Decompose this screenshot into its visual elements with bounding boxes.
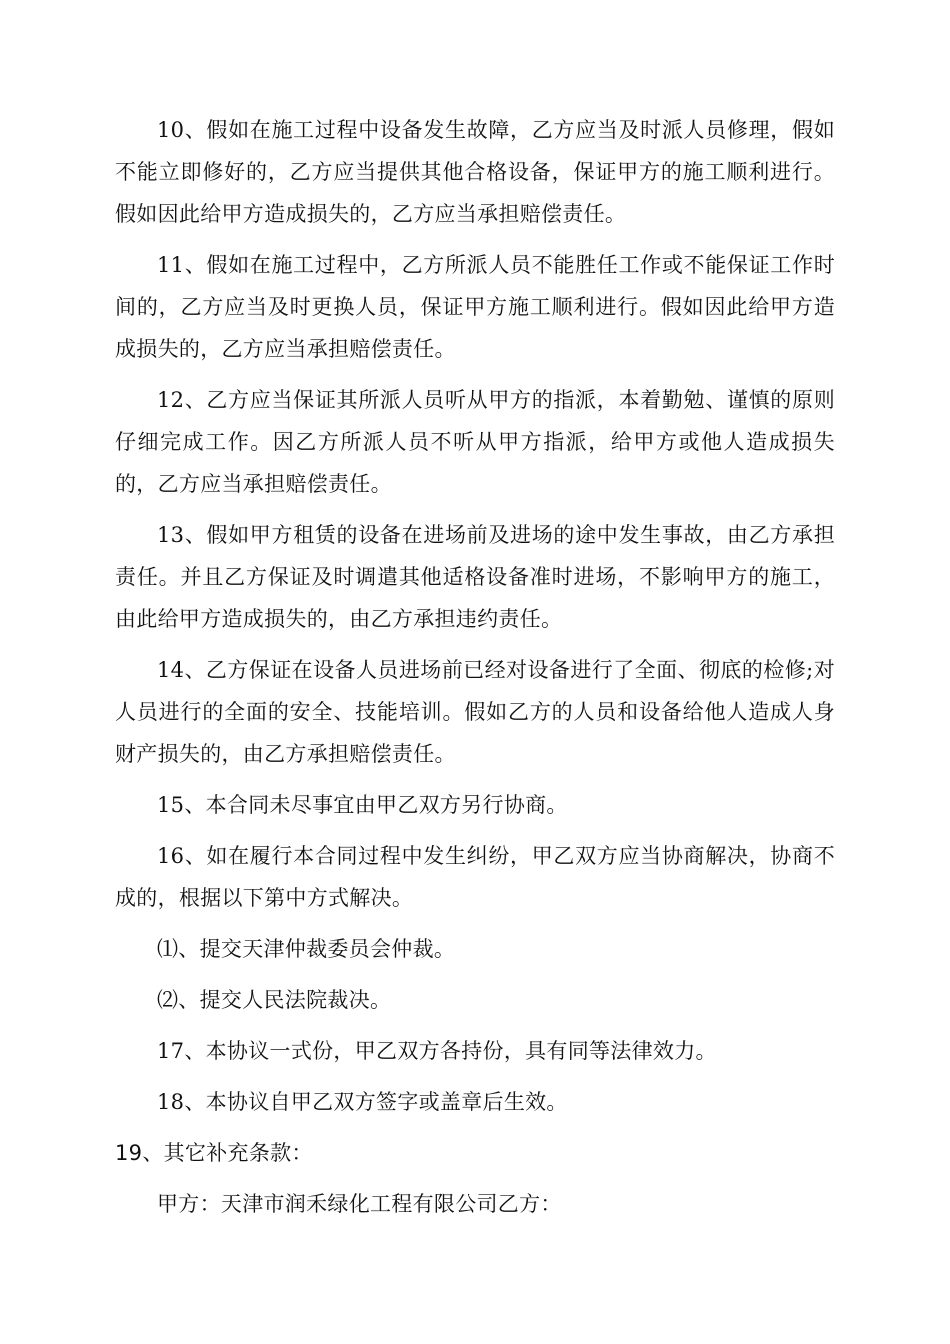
clause-19 xyxy=(115,1132,835,1174)
clause-19-text: 、其它补充条款： xyxy=(142,1141,313,1165)
clause-14: 14、乙方保证在设备人员进场前已经对设备进行了全面、彻底的检修;对人员进行的全面的安全、技能培训。假如乙方的人员和设备给他人造成人身财产损失的，由乙方承担赔偿责任。 xyxy=(115,658,835,766)
signature-line: 甲方：天津市润禾绿化工程有限公司乙方： xyxy=(157,1192,562,1216)
clause-15: 15、本合同未尽事宜由甲乙双方另行协商。 xyxy=(157,793,568,817)
clause-16-option-1: ⑴、提交天津仲裁委员会仲裁。 xyxy=(157,937,456,961)
clause-17: 17、本协议一式份，甲乙双方各持份，具有同等法律效力。 xyxy=(157,1039,717,1063)
clause-10: 10、假如在施工过程中设备发生故障，乙方应当及时派人员修理，假如不能立即修好的，乙方应当提供其他合格设备，保证甲方的施工顺利进行。假如因此给甲方造成损失的，乙方应当承担赔偿责任。 xyxy=(115,118,835,226)
clause-13: 13、假如甲方租赁的设备在进场前及进场的途中发生事故，由乙方承担责任。并且乙方保证及时调遣其他适格设备准时进场，不影响甲方的施工，由此给甲方造成损失的，由乙方承担违约责任。 xyxy=(115,523,835,631)
clause-16-option-2: ⑵、提交人民法院裁决。 xyxy=(157,988,392,1012)
clause-18: 18、本协议自甲乙双方签字或盖章后生效。 xyxy=(157,1090,568,1114)
clause-11: 11、假如在施工过程中，乙方所派人员不能胜任工作或不能保证工作时间的，乙方应当及时更换人员，保证甲方施工顺利进行。假如因此给甲方造成损失的，乙方应当承担赔偿责任。 xyxy=(115,253,835,361)
clause-19-number: 19 xyxy=(115,1141,143,1165)
document-page xyxy=(115,109,835,1234)
clause-12: 12、乙方应当保证其所派人员听从甲方的指派，本着勤勉、谨慎的原则仔细完成工作。因乙方所派人员不听从甲方指派，给甲方或他人造成损失的，乙方应当承担赔偿责任。 xyxy=(115,388,835,496)
clause-16: 16、如在履行本合同过程中发生纠纷，甲乙双方应当协商解决，协商不成的，根据以下第中方式解决。 xyxy=(115,844,835,910)
